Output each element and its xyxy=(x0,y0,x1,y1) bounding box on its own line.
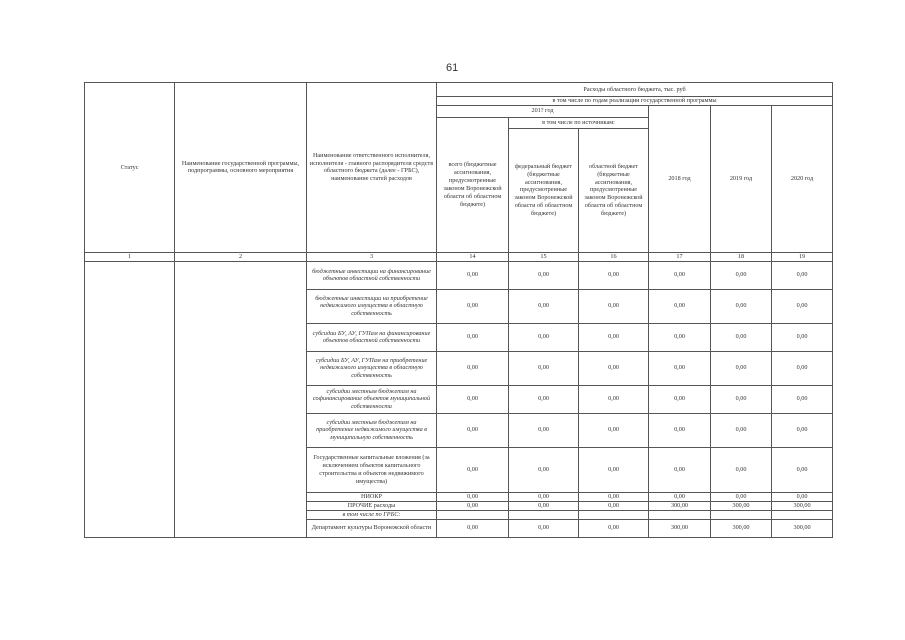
empty-cell xyxy=(437,510,509,519)
row-value: 0,00 xyxy=(649,447,711,492)
row-value: 0,00 xyxy=(772,323,833,351)
column-number: 19 xyxy=(772,252,833,261)
row-value: 0,00 xyxy=(649,261,711,289)
column-number: 14 xyxy=(437,252,509,261)
row-value: 0,00 xyxy=(509,413,579,447)
row-value: 0,00 xyxy=(711,447,772,492)
row-value: 0,00 xyxy=(711,323,772,351)
empty-cell xyxy=(772,510,833,519)
row-name: субсидии БУ, АУ, ГУПам на приобретение недвижимого имущества в областную собственность xyxy=(307,351,437,385)
row-value: 0,00 xyxy=(711,492,772,501)
row-value: 0,00 xyxy=(437,519,509,537)
row-value: 0,00 xyxy=(437,261,509,289)
row-value: 0,00 xyxy=(437,501,509,510)
row-value: 300,00 xyxy=(711,501,772,510)
row-value: 0,00 xyxy=(772,413,833,447)
row-value: 300,00 xyxy=(772,501,833,510)
header-expenses-title: Расходы областного бюджета, тыс. руб xyxy=(437,83,833,97)
row-value: 0,00 xyxy=(579,289,649,323)
page-number: 61 xyxy=(446,62,459,74)
row-value: 0,00 xyxy=(649,385,711,413)
header-by-sources: в том числе по источникам: xyxy=(509,117,649,128)
row-value: 0,00 xyxy=(509,351,579,385)
row-value: 0,00 xyxy=(772,492,833,501)
row-value: 0,00 xyxy=(579,447,649,492)
row-value: 0,00 xyxy=(649,289,711,323)
row-value: 0,00 xyxy=(437,351,509,385)
row-value: 0,00 xyxy=(711,413,772,447)
row-value: 0,00 xyxy=(509,261,579,289)
row-value: 0,00 xyxy=(579,413,649,447)
budget-table xyxy=(84,82,833,538)
row-value: 300,00 xyxy=(649,501,711,510)
header-by-years: в том числе по годам реализации государственной программы xyxy=(437,97,833,106)
status-cell xyxy=(85,261,175,537)
header-year-2019: 2019 год xyxy=(711,105,772,252)
row-value: 0,00 xyxy=(579,261,649,289)
row-value: 0,00 xyxy=(772,385,833,413)
empty-cell xyxy=(649,510,711,519)
row-name: Государственные капитальные вложения (за исключением объектов капитального строительства и объектов недвижимого имущества) xyxy=(307,447,437,492)
row-value: 0,00 xyxy=(579,351,649,385)
header-executor-name: Наименование ответственного исполнителя, исполнителя - главного распорядителя средств областного бюджета (далее - ГРБС), наименование статей расходов xyxy=(307,83,437,253)
row-value: 300,00 xyxy=(711,519,772,537)
column-number-row xyxy=(85,252,833,261)
row-value: 0,00 xyxy=(509,447,579,492)
column-number: 15 xyxy=(509,252,579,261)
row-value: 300,00 xyxy=(649,519,711,537)
row-value: 0,00 xyxy=(437,413,509,447)
table-row xyxy=(85,261,833,289)
row-value: 0,00 xyxy=(649,323,711,351)
row-value: 0,00 xyxy=(437,385,509,413)
column-number: 1 xyxy=(85,252,175,261)
row-value: 0,00 xyxy=(649,413,711,447)
row-value: 0,00 xyxy=(772,261,833,289)
column-number: 3 xyxy=(307,252,437,261)
row-value: 0,00 xyxy=(509,385,579,413)
row-value: 0,00 xyxy=(437,492,509,501)
row-name: бюджетные инвестиции на финансирование объектов областной собственности xyxy=(307,261,437,289)
row-name: ПРОЧИЕ расходы xyxy=(307,501,437,510)
row-value: 0,00 xyxy=(509,289,579,323)
row-value: 0,00 xyxy=(649,351,711,385)
row-value: 0,00 xyxy=(649,492,711,501)
row-value: 0,00 xyxy=(711,289,772,323)
row-value: 0,00 xyxy=(711,385,772,413)
row-value: 0,00 xyxy=(509,519,579,537)
row-value: 0,00 xyxy=(772,289,833,323)
row-value: 0,00 xyxy=(509,323,579,351)
header-year-2018: 2018 год xyxy=(649,105,711,252)
row-value: 0,00 xyxy=(509,501,579,510)
empty-cell xyxy=(509,510,579,519)
column-number: 17 xyxy=(649,252,711,261)
header-federal: федеральный бюджет (бюджетные ассигнования, предусмотренные законом Воронежской области об областном бюджете) xyxy=(509,128,579,252)
row-value: 0,00 xyxy=(579,323,649,351)
row-name: НИОКР xyxy=(307,492,437,501)
row-value: 300,00 xyxy=(772,519,833,537)
row-value: 0,00 xyxy=(579,519,649,537)
header-status: Статус xyxy=(85,83,175,253)
row-value: 0,00 xyxy=(579,501,649,510)
row-value: 0,00 xyxy=(579,492,649,501)
program-name-cell xyxy=(175,261,307,537)
row-name: субсидии местным бюджетам на софинансирование объектов муниципальной собственности xyxy=(307,385,437,413)
header-program-name: Наименование государственной программы, подпрограммы, основного мероприятия xyxy=(175,83,307,253)
row-name: в том числе по ГРБС: xyxy=(307,510,437,519)
row-value: 0,00 xyxy=(437,323,509,351)
empty-cell xyxy=(579,510,649,519)
row-name: бюджетные инвестиции на приобретение недвижимого имущества в областную собственность xyxy=(307,289,437,323)
row-value: 0,00 xyxy=(437,289,509,323)
header-regional: областной бюджет (бюджетные ассигнования, предусмотренные законом Воронежской области об областном бюджете) xyxy=(579,128,649,252)
column-number: 18 xyxy=(711,252,772,261)
column-number: 16 xyxy=(579,252,649,261)
row-value: 0,00 xyxy=(437,447,509,492)
header-total: всего (бюджетные ассигнования, предусмотренные законом Воронежской области об областном бюджете) xyxy=(437,117,509,252)
row-value: 0,00 xyxy=(772,351,833,385)
row-name: Департамент культуры Воронежской области xyxy=(307,519,437,537)
row-value: 0,00 xyxy=(711,351,772,385)
row-value: 0,00 xyxy=(579,385,649,413)
header-year-2017: 201? год xyxy=(437,105,649,117)
header-year-2020: 2020 год xyxy=(772,105,833,252)
empty-cell xyxy=(711,510,772,519)
row-name: субсидии БУ, АУ, ГУПам на финансирование объектов областной собственности xyxy=(307,323,437,351)
row-value: 0,00 xyxy=(772,447,833,492)
row-value: 0,00 xyxy=(711,261,772,289)
row-value: 0,00 xyxy=(509,492,579,501)
column-number: 2 xyxy=(175,252,307,261)
row-name: субсидии местным бюджетам на приобретение недвижимого имущества в муниципальную собственность xyxy=(307,413,437,447)
